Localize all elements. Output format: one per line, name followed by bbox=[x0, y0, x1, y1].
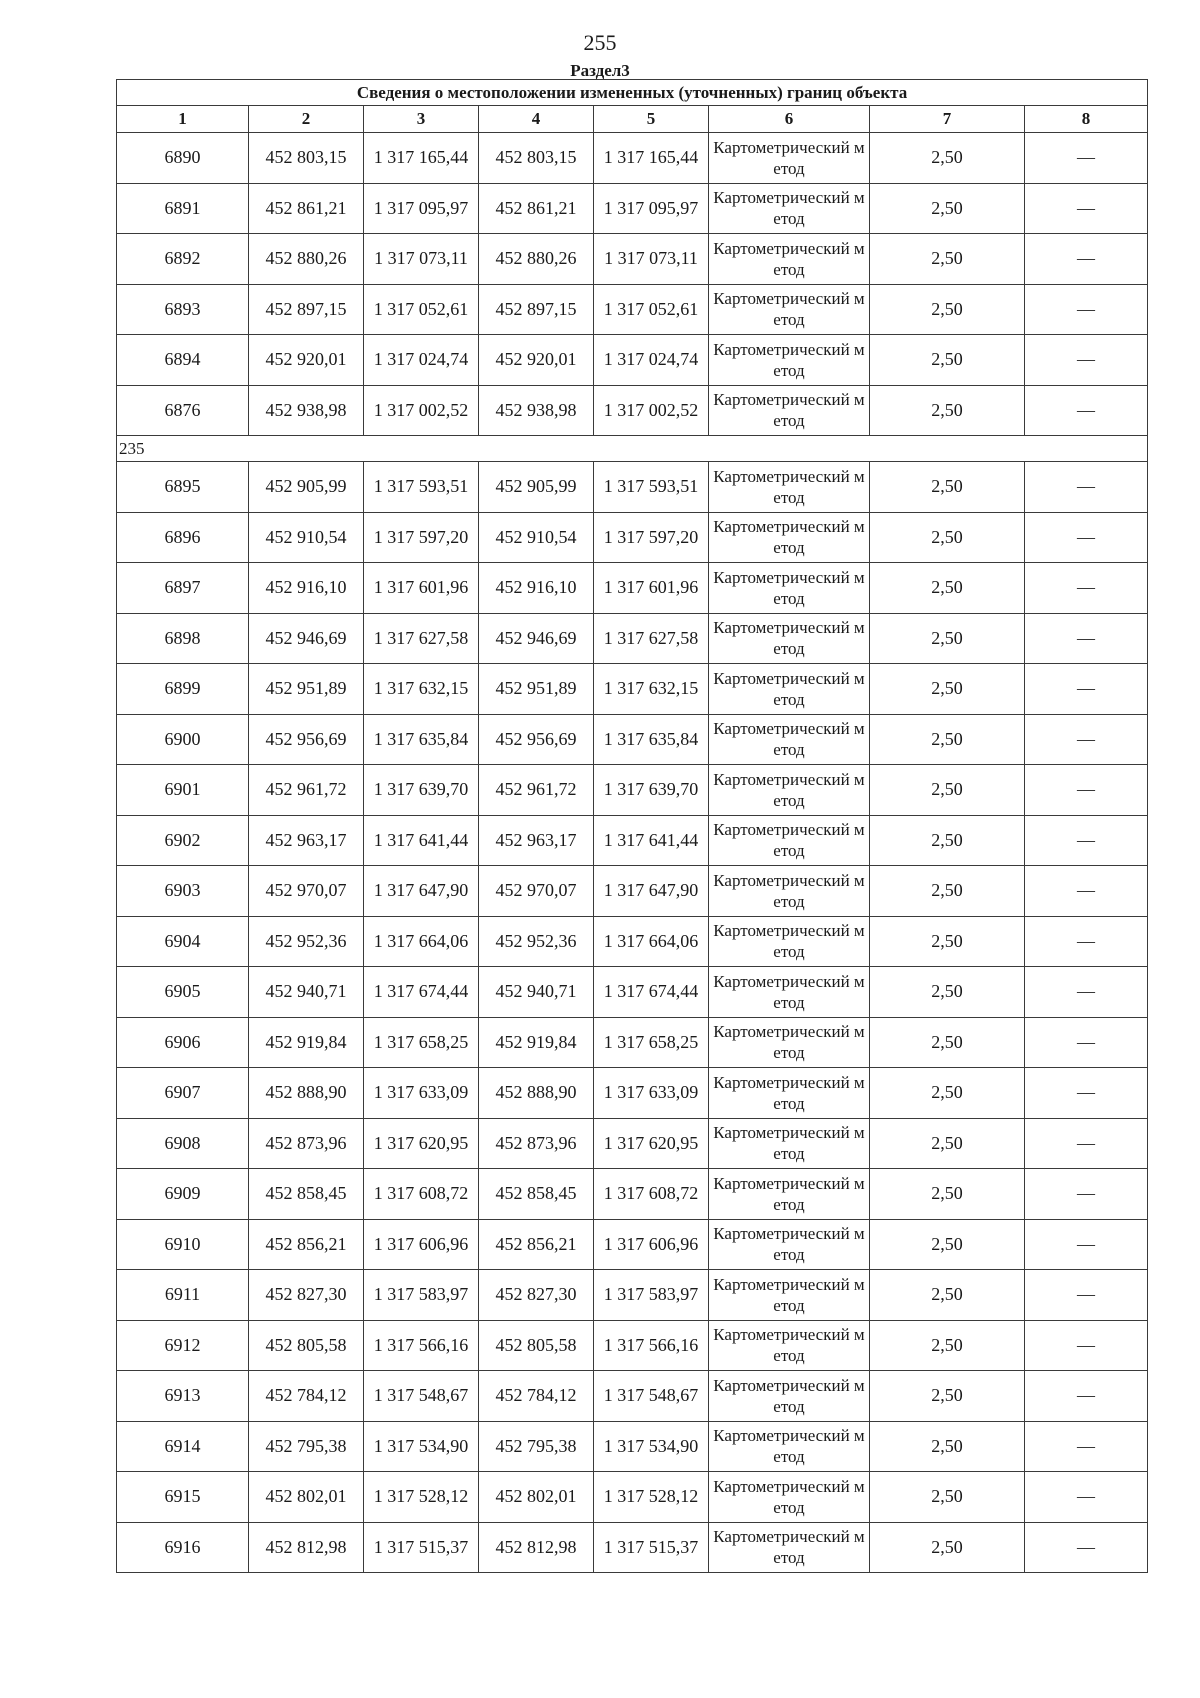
table-cell: 6897 bbox=[117, 563, 249, 614]
table-cell: — bbox=[1025, 1118, 1148, 1169]
table-cell: 1 317 601,96 bbox=[594, 563, 709, 614]
table-cell: 452 963,17 bbox=[479, 815, 594, 866]
table-cell: 1 317 641,44 bbox=[364, 815, 479, 866]
table-cell: 1 317 633,09 bbox=[594, 1068, 709, 1119]
table-cell: 1 317 627,58 bbox=[594, 613, 709, 664]
table-cell: 452 946,69 bbox=[479, 613, 594, 664]
table-row bbox=[117, 1219, 1148, 1270]
table-cell: — bbox=[1025, 1068, 1148, 1119]
table-cell: Картометрический метод bbox=[709, 967, 870, 1018]
table-cell: — bbox=[1025, 1017, 1148, 1068]
table-cell: 452 873,96 bbox=[479, 1118, 594, 1169]
table-cell: 1 317 528,12 bbox=[364, 1472, 479, 1523]
table-cell: 6907 bbox=[117, 1068, 249, 1119]
table-cell: — bbox=[1025, 664, 1148, 715]
table-cell: 452 920,01 bbox=[249, 335, 364, 386]
table-cell: Картометрический метод bbox=[709, 916, 870, 967]
table-cell: 1 317 024,74 bbox=[364, 335, 479, 386]
table-cell: 452 805,58 bbox=[249, 1320, 364, 1371]
table-cell: 452 961,72 bbox=[479, 765, 594, 816]
table-cell: 1 317 635,84 bbox=[364, 714, 479, 765]
table-cell: — bbox=[1025, 234, 1148, 285]
table-cell: — bbox=[1025, 183, 1148, 234]
table-cell: 452 861,21 bbox=[249, 183, 364, 234]
table-cell: 1 317 515,37 bbox=[364, 1522, 479, 1573]
table-cell: 6894 bbox=[117, 335, 249, 386]
table-cell: 1 317 165,44 bbox=[364, 133, 479, 184]
table-cell: 452 951,89 bbox=[479, 664, 594, 715]
table-cell: 6911 bbox=[117, 1270, 249, 1321]
table-cell: 1 317 073,11 bbox=[364, 234, 479, 285]
table-cell: 1 317 674,44 bbox=[364, 967, 479, 1018]
table-cell: 1 317 515,37 bbox=[594, 1522, 709, 1573]
table-cell: 2,50 bbox=[870, 1068, 1025, 1119]
table-cell: 1 317 528,12 bbox=[594, 1472, 709, 1523]
table-cell: 452 803,15 bbox=[479, 133, 594, 184]
table-cell: 2,50 bbox=[870, 1270, 1025, 1321]
table-cell: 2,50 bbox=[870, 815, 1025, 866]
table-cell: 452 970,07 bbox=[479, 866, 594, 917]
table-cell: — bbox=[1025, 335, 1148, 386]
table-cell: Картометрический метод bbox=[709, 1421, 870, 1472]
table-cell: 2,50 bbox=[870, 1320, 1025, 1371]
table-cell: 452 956,69 bbox=[479, 714, 594, 765]
table-cell: Картометрический метод bbox=[709, 512, 870, 563]
table-cell: 1 317 664,06 bbox=[594, 916, 709, 967]
table-cell: Картометрический метод bbox=[709, 462, 870, 513]
table-caption: Сведения о местоположении измененных (уточненных) границ объекта bbox=[117, 80, 1148, 106]
table-cell: 6901 bbox=[117, 765, 249, 816]
table-cell: 1 317 639,70 bbox=[364, 765, 479, 816]
table-cell: Картометрический метод bbox=[709, 1371, 870, 1422]
table-cell: 6906 bbox=[117, 1017, 249, 1068]
table-cell: — bbox=[1025, 1169, 1148, 1220]
table-cell: 452 916,10 bbox=[249, 563, 364, 614]
table-cell: 6914 bbox=[117, 1421, 249, 1472]
table-row bbox=[117, 765, 1148, 816]
table-cell: Картометрический метод bbox=[709, 563, 870, 614]
table-cell: — bbox=[1025, 1371, 1148, 1422]
table-cell: 6900 bbox=[117, 714, 249, 765]
table-cell: 1 317 664,06 bbox=[364, 916, 479, 967]
table-cell: 1 317 597,20 bbox=[594, 512, 709, 563]
column-header: 5 bbox=[594, 106, 709, 133]
table-cell: 452 963,17 bbox=[249, 815, 364, 866]
table-row bbox=[117, 1270, 1148, 1321]
table-cell: — bbox=[1025, 385, 1148, 436]
table-cell: 452 802,01 bbox=[479, 1472, 594, 1523]
table-cell: 1 317 052,61 bbox=[364, 284, 479, 335]
table-cell: Картометрический метод bbox=[709, 1169, 870, 1220]
table-caption-row bbox=[117, 80, 1148, 106]
table-cell: 1 317 024,74 bbox=[594, 335, 709, 386]
table-cell: 6893 bbox=[117, 284, 249, 335]
table-cell: 452 970,07 bbox=[249, 866, 364, 917]
table-cell: Картометрический метод bbox=[709, 866, 870, 917]
table-cell: 452 916,10 bbox=[479, 563, 594, 614]
table-cell: — bbox=[1025, 1270, 1148, 1321]
table-cell: 452 888,90 bbox=[479, 1068, 594, 1119]
table-row bbox=[117, 967, 1148, 1018]
table-cell: 6916 bbox=[117, 1522, 249, 1573]
table-cell: — bbox=[1025, 1219, 1148, 1270]
table-cell: — bbox=[1025, 462, 1148, 513]
group-label: 235 bbox=[117, 436, 1148, 462]
table-cell: 6876 bbox=[117, 385, 249, 436]
table-cell: 6912 bbox=[117, 1320, 249, 1371]
table-cell: 1 317 548,67 bbox=[364, 1371, 479, 1422]
table-cell: 1 317 601,96 bbox=[364, 563, 479, 614]
table-cell: — bbox=[1025, 1522, 1148, 1573]
table-row bbox=[117, 1320, 1148, 1371]
table-body bbox=[117, 80, 1148, 1573]
table-cell: 1 317 052,61 bbox=[594, 284, 709, 335]
table-cell: 452 858,45 bbox=[479, 1169, 594, 1220]
table-cell: Картометрический метод bbox=[709, 1118, 870, 1169]
table-cell: 452 938,98 bbox=[479, 385, 594, 436]
table-cell: 1 317 639,70 bbox=[594, 765, 709, 816]
table-cell: 452 910,54 bbox=[249, 512, 364, 563]
table-cell: 2,50 bbox=[870, 183, 1025, 234]
table-cell: — bbox=[1025, 1421, 1148, 1472]
table-cell: 452 795,38 bbox=[479, 1421, 594, 1472]
table-cell: Картометрический метод bbox=[709, 613, 870, 664]
table-cell: 6909 bbox=[117, 1169, 249, 1220]
table-cell: 2,50 bbox=[870, 1118, 1025, 1169]
page-number: 255 bbox=[583, 30, 617, 55]
table-cell: — bbox=[1025, 563, 1148, 614]
table-cell: 452 873,96 bbox=[249, 1118, 364, 1169]
table-cell: — bbox=[1025, 815, 1148, 866]
table-cell: Картометрический метод bbox=[709, 1219, 870, 1270]
table-cell: 1 317 641,44 bbox=[594, 815, 709, 866]
table-cell: 452 905,99 bbox=[249, 462, 364, 513]
table-cell: 452 938,98 bbox=[249, 385, 364, 436]
table-cell: — bbox=[1025, 133, 1148, 184]
table-cell: 2,50 bbox=[870, 1522, 1025, 1573]
table-cell: 2,50 bbox=[870, 1219, 1025, 1270]
table-cell: 2,50 bbox=[870, 613, 1025, 664]
table-cell: 452 827,30 bbox=[249, 1270, 364, 1321]
table-cell: 2,50 bbox=[870, 866, 1025, 917]
table-cell: 2,50 bbox=[870, 664, 1025, 715]
table-cell: 2,50 bbox=[870, 916, 1025, 967]
table-cell: 2,50 bbox=[870, 1169, 1025, 1220]
table-cell: 452 952,36 bbox=[479, 916, 594, 967]
table-cell: 2,50 bbox=[870, 714, 1025, 765]
table-cell: 6908 bbox=[117, 1118, 249, 1169]
table-cell: — bbox=[1025, 613, 1148, 664]
table-cell: 452 812,98 bbox=[479, 1522, 594, 1573]
table-cell: 452 856,21 bbox=[249, 1219, 364, 1270]
table-cell: 6902 bbox=[117, 815, 249, 866]
table-cell: — bbox=[1025, 1472, 1148, 1523]
table-row bbox=[117, 714, 1148, 765]
table-row bbox=[117, 284, 1148, 335]
table-cell: 1 317 647,90 bbox=[364, 866, 479, 917]
table-row bbox=[117, 664, 1148, 715]
table-cell: 452 784,12 bbox=[479, 1371, 594, 1422]
table-cell: 1 317 620,95 bbox=[594, 1118, 709, 1169]
table-cell: 1 317 632,15 bbox=[594, 664, 709, 715]
table-cell: 1 317 593,51 bbox=[594, 462, 709, 513]
table-cell: 1 317 566,16 bbox=[364, 1320, 479, 1371]
table-cell: 6913 bbox=[117, 1371, 249, 1422]
table-row bbox=[117, 1118, 1148, 1169]
table-cell: 1 317 606,96 bbox=[594, 1219, 709, 1270]
table-cell: 1 317 658,25 bbox=[364, 1017, 479, 1068]
table-row bbox=[117, 1472, 1148, 1523]
table-cell: 452 946,69 bbox=[249, 613, 364, 664]
table-row bbox=[117, 385, 1148, 436]
table-cell: — bbox=[1025, 284, 1148, 335]
table-cell: — bbox=[1025, 866, 1148, 917]
table-cell: 452 888,90 bbox=[249, 1068, 364, 1119]
table-cell: 452 905,99 bbox=[479, 462, 594, 513]
table-cell: 452 897,15 bbox=[249, 284, 364, 335]
table-cell: Картометрический метод bbox=[709, 1270, 870, 1321]
table-cell: 452 940,71 bbox=[479, 967, 594, 1018]
table-cell: 2,50 bbox=[870, 1017, 1025, 1068]
table-cell: 1 317 095,97 bbox=[594, 183, 709, 234]
table-cell: 1 317 002,52 bbox=[594, 385, 709, 436]
table-cell: 6898 bbox=[117, 613, 249, 664]
table-cell: 6904 bbox=[117, 916, 249, 967]
table-cell: Картометрический метод bbox=[709, 234, 870, 285]
table-cell: 1 317 165,44 bbox=[594, 133, 709, 184]
table-cell: Картометрический метод bbox=[709, 1522, 870, 1573]
table-cell: 452 951,89 bbox=[249, 664, 364, 715]
table-cell: 452 940,71 bbox=[249, 967, 364, 1018]
group-row bbox=[117, 436, 1148, 462]
table-row bbox=[117, 183, 1148, 234]
table-cell: 6910 bbox=[117, 1219, 249, 1270]
table-cell: 452 812,98 bbox=[249, 1522, 364, 1573]
table-header-row bbox=[117, 106, 1148, 133]
table-cell: 1 317 633,09 bbox=[364, 1068, 479, 1119]
table-cell: 452 802,01 bbox=[249, 1472, 364, 1523]
table-cell: 1 317 583,97 bbox=[594, 1270, 709, 1321]
table-cell: 6899 bbox=[117, 664, 249, 715]
table-cell: 1 317 647,90 bbox=[594, 866, 709, 917]
table-row bbox=[117, 1371, 1148, 1422]
table-cell: 1 317 658,25 bbox=[594, 1017, 709, 1068]
table-row bbox=[117, 815, 1148, 866]
table-cell: 6915 bbox=[117, 1472, 249, 1523]
table-row bbox=[117, 462, 1148, 513]
table-cell: 452 784,12 bbox=[249, 1371, 364, 1422]
table-cell: 6905 bbox=[117, 967, 249, 1018]
table-cell: — bbox=[1025, 765, 1148, 816]
table-cell: Картометрический метод bbox=[709, 133, 870, 184]
column-header: 4 bbox=[479, 106, 594, 133]
table-cell: 1 317 593,51 bbox=[364, 462, 479, 513]
table-cell: 452 861,21 bbox=[479, 183, 594, 234]
table-cell: 452 956,69 bbox=[249, 714, 364, 765]
table-cell: 2,50 bbox=[870, 967, 1025, 1018]
table-cell: 452 856,21 bbox=[479, 1219, 594, 1270]
table-cell: 2,50 bbox=[870, 1421, 1025, 1472]
column-header: 7 bbox=[870, 106, 1025, 133]
table-row bbox=[117, 335, 1148, 386]
table-cell: 6891 bbox=[117, 183, 249, 234]
table-cell: 1 317 548,67 bbox=[594, 1371, 709, 1422]
table-cell: 452 880,26 bbox=[249, 234, 364, 285]
table-cell: 452 803,15 bbox=[249, 133, 364, 184]
table-cell: Картометрический метод bbox=[709, 815, 870, 866]
table-cell: 6895 bbox=[117, 462, 249, 513]
table-cell: Картометрический метод bbox=[709, 714, 870, 765]
table-cell: 1 317 002,52 bbox=[364, 385, 479, 436]
coordinates-table bbox=[116, 79, 1148, 1573]
table-cell: 2,50 bbox=[870, 284, 1025, 335]
table-cell: — bbox=[1025, 1320, 1148, 1371]
table-cell: 1 317 566,16 bbox=[594, 1320, 709, 1371]
table-cell: 452 880,26 bbox=[479, 234, 594, 285]
table-cell: — bbox=[1025, 916, 1148, 967]
table-row bbox=[117, 1522, 1148, 1573]
table-cell: 2,50 bbox=[870, 1371, 1025, 1422]
table-row bbox=[117, 234, 1148, 285]
table-cell: 2,50 bbox=[870, 512, 1025, 563]
table-cell: 452 920,01 bbox=[479, 335, 594, 386]
table-cell: 1 317 583,97 bbox=[364, 1270, 479, 1321]
table-row bbox=[117, 1017, 1148, 1068]
table-cell: 1 317 627,58 bbox=[364, 613, 479, 664]
table-cell: 2,50 bbox=[870, 133, 1025, 184]
table-cell: 452 897,15 bbox=[479, 284, 594, 335]
table-row bbox=[117, 1068, 1148, 1119]
table-cell: 1 317 534,90 bbox=[594, 1421, 709, 1472]
table-cell: Картометрический метод bbox=[709, 1472, 870, 1523]
table-cell: Картометрический метод bbox=[709, 664, 870, 715]
column-header: 1 bbox=[117, 106, 249, 133]
table-cell: 2,50 bbox=[870, 385, 1025, 436]
table-cell: 452 961,72 bbox=[249, 765, 364, 816]
table-cell: 2,50 bbox=[870, 1472, 1025, 1523]
table-cell: — bbox=[1025, 512, 1148, 563]
table-cell: Картометрический метод bbox=[709, 284, 870, 335]
table-cell: 1 317 608,72 bbox=[594, 1169, 709, 1220]
table-cell: 1 317 620,95 bbox=[364, 1118, 479, 1169]
table-cell: 1 317 606,96 bbox=[364, 1219, 479, 1270]
table-cell: Картометрический метод bbox=[709, 765, 870, 816]
table-row bbox=[117, 563, 1148, 614]
table-cell: 1 317 073,11 bbox=[594, 234, 709, 285]
table-cell: 6890 bbox=[117, 133, 249, 184]
column-header: 6 bbox=[709, 106, 870, 133]
table-cell: 452 919,84 bbox=[479, 1017, 594, 1068]
table-cell: 6896 bbox=[117, 512, 249, 563]
table-cell: Картометрический метод bbox=[709, 1017, 870, 1068]
table-cell: 452 805,58 bbox=[479, 1320, 594, 1371]
table-cell: 452 827,30 bbox=[479, 1270, 594, 1321]
table-cell: Картометрический метод bbox=[709, 1068, 870, 1119]
table-row bbox=[117, 916, 1148, 967]
table-cell: 1 317 534,90 bbox=[364, 1421, 479, 1472]
table-cell: 452 952,36 bbox=[249, 916, 364, 967]
table-row bbox=[117, 1421, 1148, 1472]
table-cell: 2,50 bbox=[870, 765, 1025, 816]
table-cell: Картометрический метод bbox=[709, 183, 870, 234]
column-header: 8 bbox=[1025, 106, 1148, 133]
table-row bbox=[117, 866, 1148, 917]
table-cell: Картометрический метод bbox=[709, 1320, 870, 1371]
table-cell: 1 317 095,97 bbox=[364, 183, 479, 234]
table-cell: 1 317 632,15 bbox=[364, 664, 479, 715]
table-cell: 452 858,45 bbox=[249, 1169, 364, 1220]
table-cell: 2,50 bbox=[870, 335, 1025, 386]
table-row bbox=[117, 1169, 1148, 1220]
table-cell: Картометрический метод bbox=[709, 385, 870, 436]
table-cell: 1 317 635,84 bbox=[594, 714, 709, 765]
table-cell: 2,50 bbox=[870, 462, 1025, 513]
column-header: 3 bbox=[364, 106, 479, 133]
table-row bbox=[117, 613, 1148, 664]
table-cell: 2,50 bbox=[870, 234, 1025, 285]
table-cell: 6892 bbox=[117, 234, 249, 285]
table-cell: 1 317 674,44 bbox=[594, 967, 709, 1018]
table-cell: 452 919,84 bbox=[249, 1017, 364, 1068]
table-cell: 1 317 597,20 bbox=[364, 512, 479, 563]
table-cell: 452 910,54 bbox=[479, 512, 594, 563]
table-cell: Картометрический метод bbox=[709, 335, 870, 386]
table-cell: 452 795,38 bbox=[249, 1421, 364, 1472]
table-cell: 2,50 bbox=[870, 563, 1025, 614]
table-row bbox=[117, 512, 1148, 563]
table-cell: 6903 bbox=[117, 866, 249, 917]
table-cell: — bbox=[1025, 714, 1148, 765]
table-row bbox=[117, 133, 1148, 184]
table-cell: 1 317 608,72 bbox=[364, 1169, 479, 1220]
section-title: Раздел3 bbox=[570, 61, 630, 80]
column-header: 2 bbox=[249, 106, 364, 133]
table-cell: — bbox=[1025, 967, 1148, 1018]
